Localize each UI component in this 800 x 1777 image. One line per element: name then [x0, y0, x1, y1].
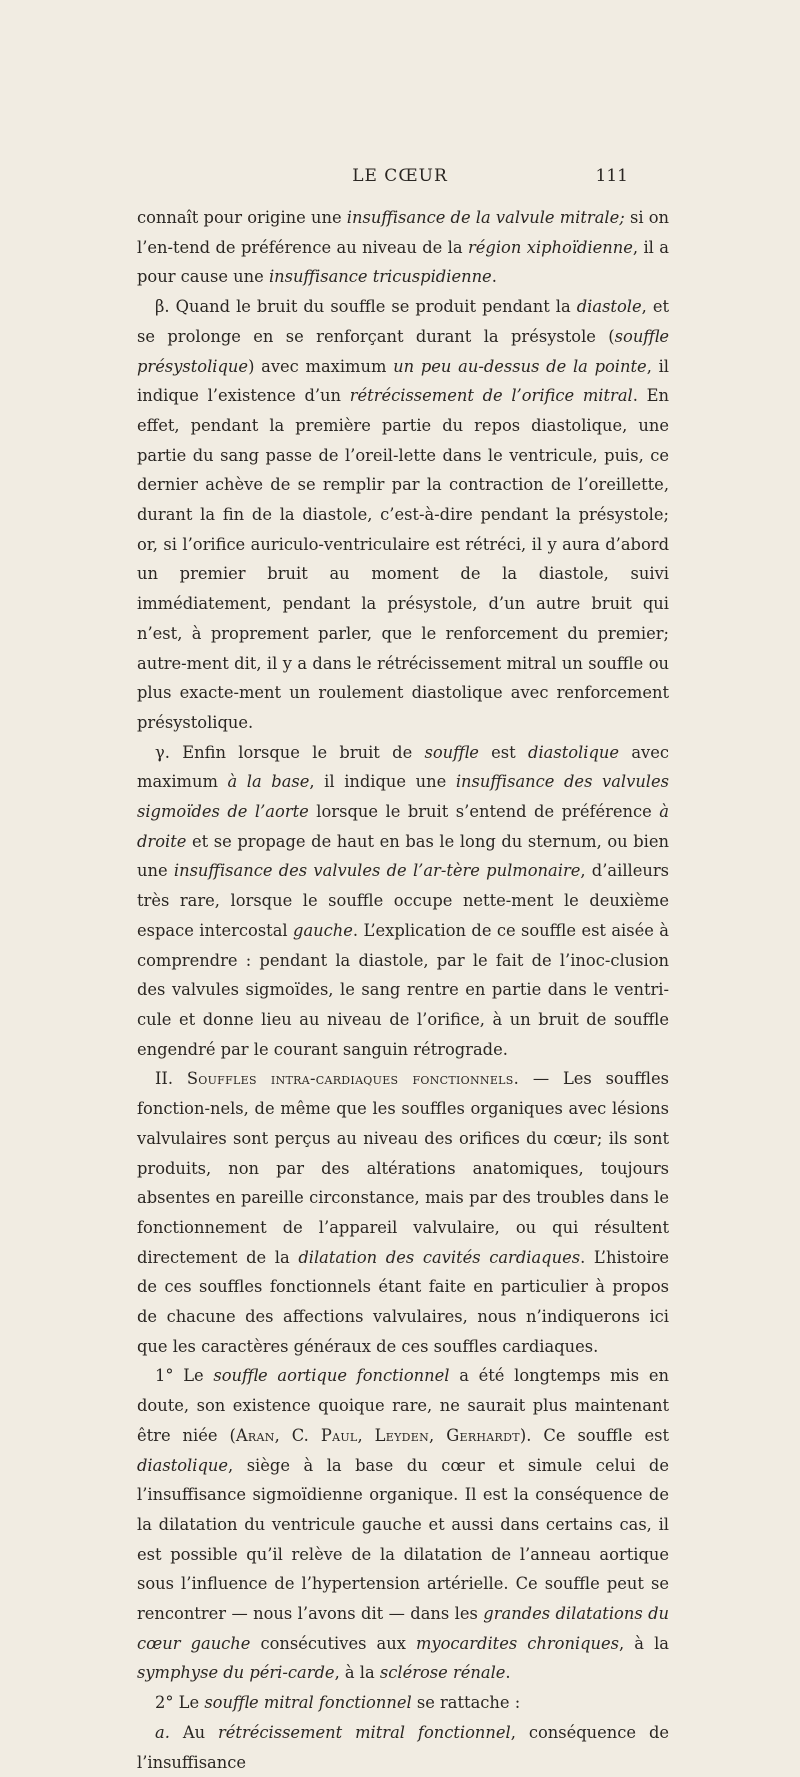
- page-header: [0, 166, 800, 190]
- italic-run: myocardites chroniques: [415, 1633, 620, 1653]
- page-number: 111: [595, 166, 628, 186]
- text-run: ,: [357, 1425, 375, 1445]
- italic-run: diastolique: [137, 1455, 228, 1475]
- italic-run: insuffisance des valvules sigmoïdes de l’aorte: [137, 772, 670, 822]
- italic-run: symphyse du péri-carde: [137, 1663, 335, 1683]
- paragraph-functional-murmurs: [137, 1064, 669, 1361]
- italic-run: à la base: [227, 772, 310, 792]
- italic-run: insuffisance tricuspidienne: [268, 267, 492, 287]
- text-run: β. Quand le bruit du souffle se produit pendant la: [155, 297, 577, 317]
- italic-run: rétrécissement de l’orifice mitral: [349, 386, 633, 406]
- text-run: .: [505, 1663, 511, 1683]
- text-run: γ. Enfin lorsque le bruit de: [155, 742, 425, 762]
- text-run: avec maximum: [137, 742, 669, 792]
- text-run: consécutives aux: [250, 1633, 416, 1653]
- paragraph-gamma-aortic: [137, 738, 669, 1065]
- text-run: — Les souffles fonction-nels, de même que les souffles organiques avec lésions valvulaires sont perçus au niveau des orifices du cœur; ils sont produits, non par des altérations anatomiques, toujours absentes en pareille circonstance, mais par des troubles dans le fonctionnement de l’appareil valvulaire, ou qui résultent directement de la: [137, 1069, 669, 1267]
- small-caps-run: Gerhardt: [446, 1425, 520, 1445]
- text-run: ,: [429, 1425, 447, 1445]
- text-run: , il a pour cause une: [137, 237, 669, 287]
- text-run: II.: [155, 1069, 187, 1089]
- italic-run: souffle aortique fonctionnel: [213, 1366, 450, 1386]
- italic-run: souffle mitral fonctionnel: [204, 1693, 412, 1713]
- text-run: , C.: [274, 1425, 321, 1445]
- text-run: . L’explication de ce souffle est aisée à comprendre : pendant la diastole, par le fait de l’inoc-clusion des valvules sigmoïdes, le sang rentre en partie dans le ventri-cule et donne lieu au niveau de l’orifice, à un bruit de souffle engendré par le courant sanguin rétrograde.: [137, 920, 669, 1059]
- italic-run: région xiphoïdienne: [467, 237, 633, 257]
- text-run: lorsque le bruit s’entend de préférence: [308, 802, 660, 822]
- body-text: [137, 203, 669, 1777]
- text-run: Au: [169, 1722, 219, 1742]
- small-caps-run: Aran: [235, 1425, 275, 1445]
- text-run: .: [491, 267, 497, 287]
- italic-run: grandes dilatations du cœur gauche: [137, 1604, 669, 1653]
- italic-run: diastolique: [528, 742, 620, 762]
- text-run: . En effet, pendant la première partie du repos diastolique, une partie du sang passe de l’oreil-lette dans le ventricule, puis, ce dernier achève de se remplir par la contraction de l’oreillette, durant la fin de la diastole, c’est-à-dire pendant la présystole; or, si l’orifice auriculo-ventriculaire est rétréci, il y aura d’abord un premier bruit au moment de la diastole, suivi immédiatement, pendant la présystole, d’un autre bruit qui n’est, à proprement parler, que le renforcement du premier; autre-ment dit, il y a dans le rétrécissement mitral un souffle ou plus exacte-ment un roulement diastolique avec renforcement présystolique.: [137, 386, 669, 732]
- small-caps-run: Leyden: [374, 1425, 430, 1445]
- paragraph-mitral-functional: [137, 1688, 669, 1718]
- italic-run: diastole: [576, 297, 642, 317]
- paragraph-tricuspid: [137, 203, 669, 292]
- text-run: est: [478, 742, 529, 762]
- text-run: , à la: [619, 1633, 669, 1653]
- text-run: ). Ce souffle est: [519, 1425, 669, 1445]
- text-run: se rattache :: [411, 1693, 521, 1713]
- italic-run: a.: [155, 1722, 170, 1742]
- text-run: ) avec maximum: [248, 356, 394, 376]
- paragraph-beta-mitral-stenosis: [137, 292, 669, 738]
- text-run: , siège à la base du cœur et simule celui de l’insuffisance sigmoïdienne organique. Il est la conséquence de la dilatation du ventricule gauche et aussi dans certains cas, il est possible qu’il relève de la dilatation de l’anneau aortique sous l’influence de l’hypertension artérielle. Ce souffle peut se rencontrer — nous l’avons dit — dans les: [137, 1455, 669, 1624]
- italic-run: souffle: [424, 742, 479, 762]
- text-run: , et se prolonge en se renforçant durant la présystole (: [137, 297, 669, 346]
- italic-run: à droite: [137, 802, 670, 851]
- paragraph-item-a: [137, 1718, 669, 1777]
- running-title: LE CŒUR: [352, 166, 448, 186]
- italic-run: insuffisance des valvules de l’ar-tère pulmonaire: [173, 861, 581, 881]
- italic-run: insuffisance de la valvule mitrale;: [346, 208, 625, 227]
- small-caps-run: Paul: [320, 1425, 358, 1445]
- text-run: . L’histoire de ces souffles fonctionnels étant faite en particulier à propos de chacune des affections valvulaires, nous n’indiquerons ici que les caractères généraux de ces souffles cardiaques.: [137, 1247, 669, 1356]
- italic-run: rétrécissement mitral fonctionnel: [218, 1722, 511, 1742]
- italic-run: sclérose rénale: [379, 1663, 506, 1683]
- text-run: si on l’en-tend de préférence au niveau de la: [137, 208, 670, 257]
- text-run: 1° Le: [155, 1366, 214, 1386]
- paragraph-aortic-functional: [137, 1361, 669, 1688]
- italic-run: dilatation des cavités cardiaques: [298, 1247, 581, 1267]
- italic-run: souffle présystolique: [137, 326, 669, 376]
- text-run: , conséquence de l’insuffisance: [137, 1722, 669, 1772]
- text-run: a été longtemps mis en doute, son existence quoique rare, ne saurait plus maintenant être niée (: [137, 1366, 669, 1445]
- text-run: , il indique l’existence d’un: [137, 356, 670, 406]
- text-run: , à la: [334, 1663, 380, 1683]
- text-run: et se propage de haut en bas le long du sternum, ou bien une: [137, 831, 669, 881]
- text-run: connaît pour origine une: [137, 208, 347, 227]
- small-caps-run: Souffles intra-cardiaques fonctionnels.: [186, 1069, 520, 1089]
- text-run: , d’ailleurs très rare, lorsque le souffle occupe nette-ment le deuxième espace intercostal: [137, 861, 669, 940]
- italic-run: un peu au-dessus de la pointe: [393, 356, 647, 376]
- text-run: , il indique une: [309, 772, 456, 792]
- italic-run: gauche: [293, 920, 353, 940]
- text-run: 2° Le: [155, 1693, 205, 1713]
